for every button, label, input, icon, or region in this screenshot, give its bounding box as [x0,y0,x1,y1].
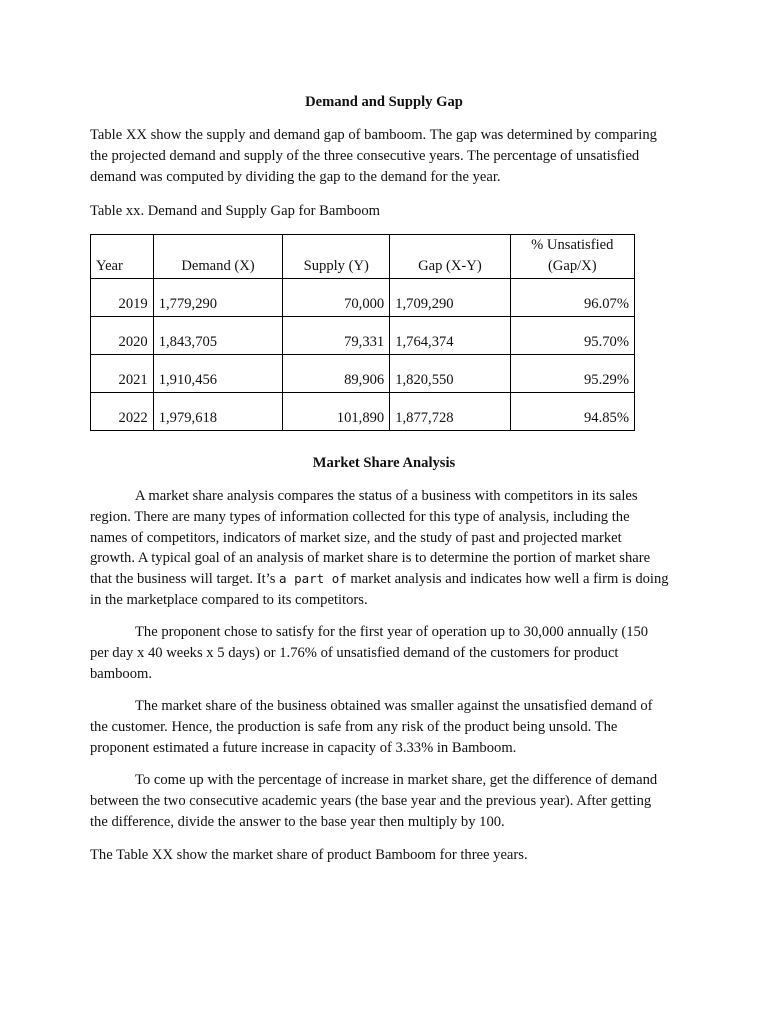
table-row [91,392,635,430]
header-percent-line1: % Unsatisfied [531,237,614,253]
cell-year: 2022 [91,392,154,430]
cell-supply: 70,000 [283,278,390,316]
cell-year: 2019 [91,278,154,316]
intro-paragraph: Table XX show the supply and demand gap of bamboom. The gap was determined by comparing the projected demand and supply of the three consecutive years. The percentage of unsatisfied demand was computed by dividing the gap to the demand for the year. [90,127,657,185]
table-row [91,278,635,316]
cell-gap: 1,820,550 [390,354,510,392]
cell-year: 2020 [91,316,154,354]
paragraph-1-text-b: market analysis and indicates how well a firm is doing in the marketplace compared to its competitors. [90,571,669,608]
market-share-paragraph-5: The Table XX show the market share of product Bamboom for three years. [90,847,528,863]
cell-year: 2021 [91,354,154,392]
cell-percent: 94.85% [510,392,634,430]
table-row [91,316,635,354]
cell-gap: 1,709,290 [390,278,510,316]
cell-supply: 89,906 [283,354,390,392]
table-header-row [91,235,635,279]
header-percent-line2: (Gap/X) [547,257,597,274]
header-demand: Demand (X) [153,235,283,279]
cell-demand: 1,910,456 [153,354,283,392]
table-caption: Table xx. Demand and Supply Gap for Bamboom [90,203,380,219]
market-share-paragraph-3: The market share of the business obtained was smaller against the unsatisfied demand of the customer. Hence, the production is safe from any risk of the product being unsold. The proponent estimated a future increase in capacity of 3.33% in Bamboom. [90,698,653,756]
cell-gap: 1,877,728 [390,392,510,430]
paragraph-1-text-a: A market share analysis compares the status of a business with competitors in its sales region. There are many types of information collected for this type of analysis, including the names of competitors, indicators of market size, and the study of past and projected market growth. A typical goal of an analysis of market share is to determine the portion of market share that the business will target. It’s [90,488,651,588]
header-percent-unsatisfied [510,235,634,279]
section-title-market-share: Market Share Analysis [312,455,456,471]
cell-percent: 95.70% [510,316,634,354]
table-row [91,354,635,392]
cell-demand: 1,843,705 [153,316,283,354]
header-year: Year [91,235,154,279]
cell-percent: 96.07% [510,278,634,316]
header-gap: Gap (X-Y) [390,235,510,279]
market-share-paragraph-4: To come up with the percentage of increase in market share, get the difference of demand between the two consecutive academic years (the base year and the previous year). After getting the difference, divide the answer to the base year then multiply by 100. [90,772,658,830]
section-title-demand-supply-gap: Demand and Supply Gap [305,94,463,110]
cell-percent: 95.29% [510,354,634,392]
paragraph-1-mono-text: a part of [279,571,347,587]
cell-demand: 1,779,290 [153,278,283,316]
demand-supply-gap-table [90,234,635,431]
header-supply: Supply (Y) [283,235,390,279]
market-share-paragraph-2: The proponent chose to satisfy for the first year of operation up to 30,000 annually (150 per day x 40 weeks x 5 days) or 1.76% of unsatisfied demand of the customers for product bamboom. [90,624,649,682]
cell-demand: 1,979,618 [153,392,283,430]
cell-supply: 79,331 [283,316,390,354]
cell-gap: 1,764,374 [390,316,510,354]
cell-supply: 101,890 [283,392,390,430]
market-share-paragraph-1 [90,486,670,611]
